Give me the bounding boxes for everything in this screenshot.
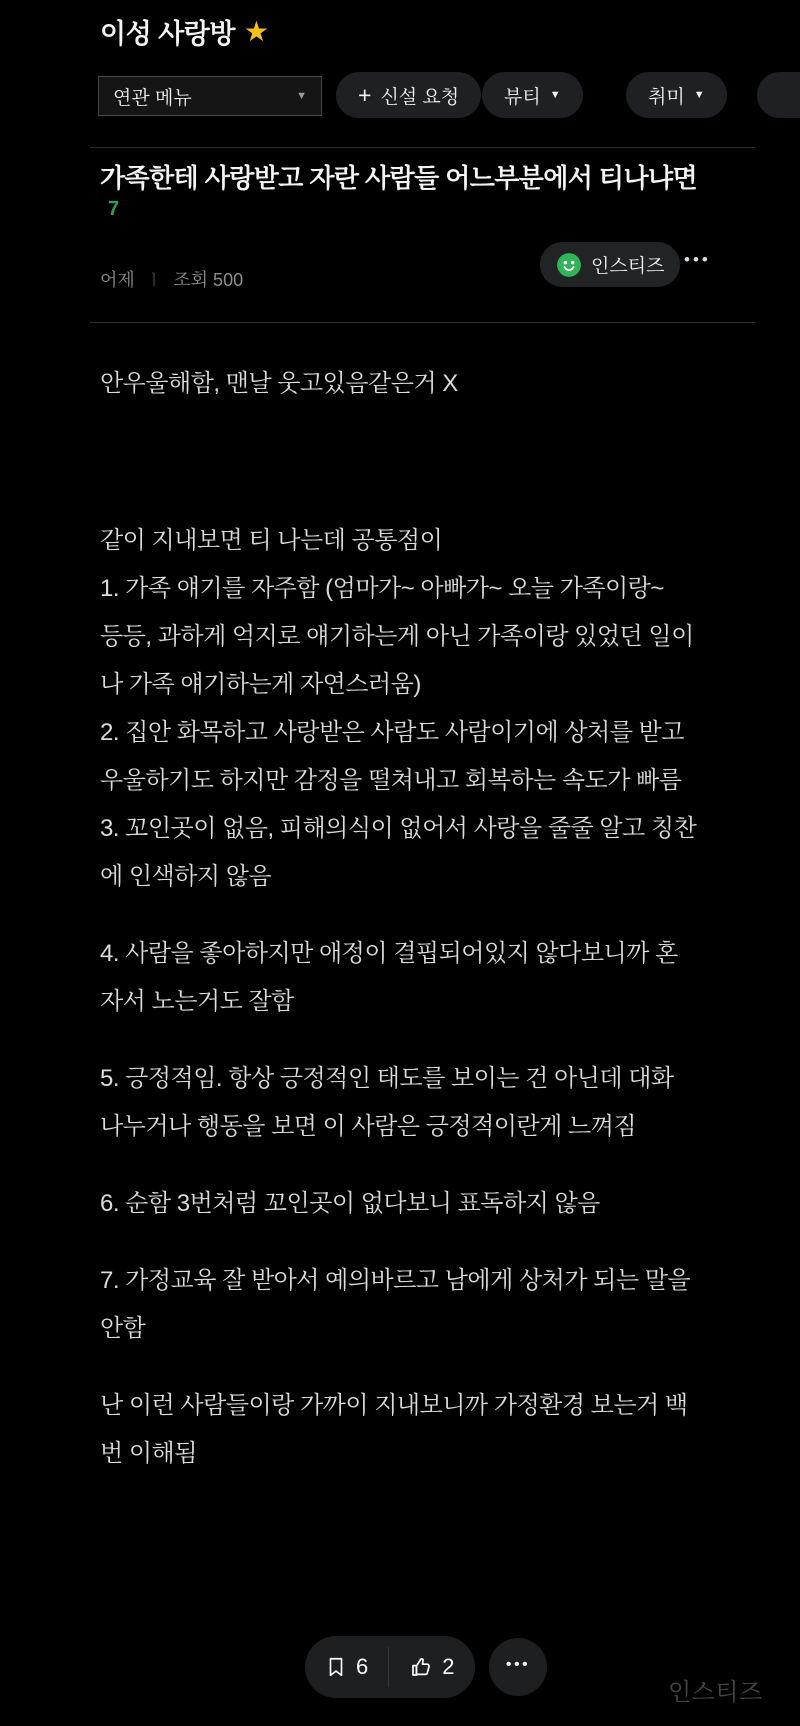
body-line: 7. 가정교육 잘 받아서 예의바르고 남에게 상처가 되는 말을	[100, 1266, 691, 1294]
body-line: 번 이해됨	[100, 1439, 197, 1467]
body-line: 나 가족 얘기하는게 자연스러움)	[100, 670, 421, 698]
body-line: 4. 사람을 좋아하지만 애정이 결핍되어있지 않다보니까 혼	[100, 939, 678, 967]
beauty-menu-label: 뷰티	[504, 86, 541, 108]
chevron-down-icon: ▼	[549, 89, 561, 101]
body-line: 자서 노는거도 잘함	[100, 987, 294, 1015]
source-badge-label: 인스티즈	[591, 256, 665, 277]
comment-count[interactable]: 7	[108, 198, 120, 220]
body-line: 안함	[100, 1314, 146, 1342]
body-line: 1. 가족 얘기를 자주함 (엄마가~ 아빠가~ 오늘 가족이랑~	[100, 574, 664, 602]
watermark: 인스티즈	[668, 1679, 763, 1706]
plus-icon: +	[358, 81, 372, 108]
meta-separator: ㅣ	[146, 271, 162, 289]
post-title: 가족한테 사랑받고 자란 사람들 어느부분에서 티나냐면	[100, 163, 697, 193]
more-dots-icon: •••	[505, 1656, 531, 1673]
header-divider	[90, 147, 755, 148]
footer-more-button[interactable]	[489, 1638, 547, 1696]
body-line: 2. 집안 화목하고 사랑받은 사람도 사람이기에 상처를 받고	[100, 718, 684, 746]
board-title-label: 이성 사랑방	[100, 19, 235, 49]
bookmark-icon	[325, 1656, 347, 1678]
new-board-request-button[interactable]	[336, 72, 481, 118]
body-line: 난 이런 사람들이랑 가까이 지내보니까 가정환경 보는거 백	[100, 1391, 688, 1419]
body-line: 에 인색하지 않음	[100, 862, 272, 890]
post-more-button[interactable]: •••	[684, 250, 711, 269]
chevron-down-icon: ▼	[693, 89, 705, 101]
body-line: 나누거나 행동을 보면 이 사람은 긍정적이란게 느껴짐	[100, 1112, 637, 1140]
body-line: 6. 순함 3번처럼 꼬인곳이 없다보니 표독하지 않음	[100, 1189, 600, 1217]
related-menu-value: 연관 메뉴	[113, 87, 192, 109]
cutoff-menu-button[interactable]	[757, 72, 800, 118]
smiley-icon	[556, 252, 582, 278]
like-count: 2	[442, 1654, 455, 1679]
body-line: 같이 지내보면 티 나는데 공통점이	[100, 526, 443, 554]
source-badge[interactable]	[540, 242, 680, 287]
thumbs-up-icon	[409, 1655, 433, 1679]
bookmark-count: 6	[356, 1654, 369, 1679]
hobby-menu-button[interactable]	[626, 72, 727, 118]
bookmark-button[interactable]	[305, 1636, 388, 1698]
body-line: 등등, 과하게 억지로 얘기하는게 아닌 가족이랑 있었던 일이	[100, 622, 694, 650]
post-date: 어제	[100, 270, 135, 290]
star-icon: ★	[243, 15, 269, 47]
post-meta	[100, 266, 243, 292]
post-body	[100, 356, 790, 1474]
body-line: 5. 긍정적임. 항상 긍정적인 태도를 보이는 건 아닌데 대화	[100, 1064, 674, 1092]
body-line: 3. 꼬인곳이 없음, 피해의식이 없어서 사랑을 줄줄 알고 칭찬	[100, 814, 697, 842]
body-line: 우울하기도 하지만 감정을 떨쳐내고 회복하는 속도가 빠름	[100, 766, 682, 794]
post-header-divider	[90, 322, 755, 323]
body-line: 안우울해함, 맨날 웃고있음같은거 X	[100, 369, 458, 397]
board-title	[100, 12, 269, 51]
related-menu-select[interactable]	[98, 76, 322, 116]
new-board-request-label: 신설 요청	[380, 86, 460, 108]
hobby-menu-label: 취미	[648, 86, 685, 108]
post-views: 조회 500	[173, 270, 244, 290]
beauty-menu-button[interactable]	[482, 72, 583, 118]
chevron-down-icon: ▼	[296, 90, 307, 102]
post-action-bar	[305, 1636, 475, 1698]
like-button[interactable]	[389, 1636, 474, 1698]
